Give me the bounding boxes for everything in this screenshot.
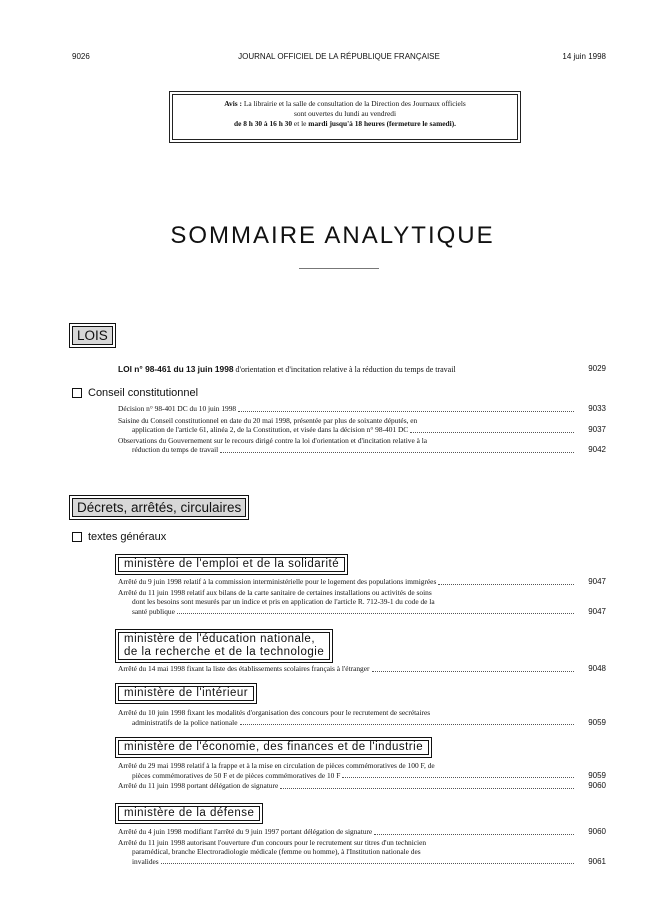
title-divider (299, 268, 379, 269)
ministry-defense: ministère de la défense (118, 806, 260, 821)
list-item[interactable] (118, 827, 606, 837)
ministry-economie: ministère de l'économie, des finances et de l'industrie (118, 740, 429, 755)
page-title: SOMMAIRE ANALYTIQUE (170, 222, 495, 249)
conseil-entries (118, 404, 606, 455)
section-lois: LOIS (72, 326, 113, 345)
list-item[interactable] (118, 404, 606, 414)
ministry-education (118, 632, 330, 660)
entry-text-line1: Saisine du Conseil constitutionnel en date du 20 mai 1998, présentée par plus de soixante députés, en (118, 415, 418, 425)
notice-label: Avis : (224, 99, 242, 108)
list-item[interactable] (118, 436, 606, 455)
entry-page: 9060 (588, 827, 606, 836)
list-item[interactable] (118, 838, 606, 867)
section-decrets: Décrets, arrêtés, circulaires (72, 498, 246, 517)
issue-date: 14 juin 1998 (562, 52, 606, 61)
checkbox-icon (72, 388, 82, 398)
list-item[interactable] (118, 664, 606, 674)
entry-page: 9048 (588, 664, 606, 673)
ministry-interieur-entries (118, 708, 606, 727)
notice-tuesday: mardi jusqu'à 18 heures (fermeture le samedi). (308, 119, 457, 128)
entry-page: 9059 (588, 717, 606, 727)
entry-text: Arrêté du 14 mai 1998 fixant la liste des établissements scolaires français à l'étranger (118, 664, 370, 673)
list-item[interactable] (118, 416, 606, 435)
loi-page: 9029 (588, 364, 606, 373)
list-item[interactable] (118, 781, 606, 791)
entry-text: santé publique (132, 606, 175, 616)
notice-hours: de 8 h 30 à 16 h 30 (233, 119, 293, 128)
entry-page: 9061 (588, 856, 606, 866)
page-number: 9026 (72, 52, 90, 61)
entry-page: 9059 (588, 770, 606, 780)
list-item[interactable] (118, 588, 606, 617)
conseil-heading (72, 387, 198, 399)
textes-generaux-label: textes généraux (88, 531, 167, 543)
opening-hours-notice (172, 94, 518, 140)
entry-text-line1: Observations du Gouvernement sur le recours dirigé contre la loi d'orientation et d'incitation relative à la (118, 435, 428, 445)
entry-text-line1: Arrêté du 11 juin 1998 autorisant l'ouverture d'un concours pour le recrutement sur titres d'un technicien (118, 837, 427, 847)
entry-text-line2: dont les besoins sont mesurés par un indice et pris en application de l'article R. 712-39-1 du code de la (132, 597, 435, 606)
entry-text-line1: Arrêté du 11 juin 1998 relatif aux bilans de la carte sanitaire de certaines installations ou activités de soins (118, 587, 432, 597)
entry-text-line1: Arrêté du 10 juin 1998 fixant les modalités d'organisation des concours pour le recrutement de secrétaires (118, 708, 431, 717)
list-item[interactable] (118, 577, 606, 587)
entry-text: invalides (132, 856, 159, 866)
ministry-emploi-entries (118, 577, 606, 616)
entry-text: application de l'article 61, alinéa 2, de la Constitution, et visée dans la décision n° 98-401 DC (132, 425, 409, 434)
conseil-heading-label: Conseil constitutionnel (88, 387, 199, 399)
ministry-emploi: ministère de l'emploi et de la solidarité (118, 557, 345, 572)
list-item[interactable] (118, 761, 606, 780)
entry-page: 9047 (588, 577, 606, 586)
entry-page: 9042 (588, 445, 606, 454)
loi-entry[interactable] (118, 364, 606, 374)
entry-text: Arrêté du 4 juin 1998 modifiant l'arrêté du 9 juin 1997 portant délégation de signature (118, 827, 373, 836)
journal-title: JOURNAL OFFICIEL DE LA RÉPUBLIQUE FRANÇAISE (238, 52, 440, 61)
notice-line1: La librairie et la salle de consultation de la Direction des Journaux officiels (243, 99, 466, 108)
entry-text: Arrêté du 11 juin 1998 portant délégation de signature (118, 781, 279, 790)
loi-reference: LOI n° 98-461 du 13 juin 1998 (118, 364, 234, 374)
loi-text: d'orientation et d'incitation relative à la réduction du temps de travail (235, 365, 456, 374)
ministry-education-line2: de la recherche et de la technologie (124, 646, 325, 658)
checkbox-icon (72, 532, 82, 542)
notice-and: et le (293, 119, 307, 128)
entry-text: Décision n° 98-401 DC du 10 juin 1998 (118, 404, 237, 413)
ministry-education-line1: ministère de l'éducation nationale, (124, 633, 316, 645)
textes-generaux-heading (72, 531, 166, 543)
ministry-education-entries (118, 664, 606, 674)
ministry-defense-entries (118, 827, 606, 866)
entry-page: 9033 (588, 404, 606, 413)
entry-text: réduction du temps de travail (132, 445, 219, 454)
entry-text-line1: Arrêté du 29 mai 1998 relatif à la frappe et à la mise en circulation de pièces commémoratives de 100 F, de (118, 761, 435, 770)
entry-text: administratifs de la police nationale (132, 717, 238, 727)
entry-text: Arrêté du 9 juin 1998 relatif à la commission interministérielle pour le logement des populations immigrées (118, 577, 437, 586)
list-item[interactable] (118, 708, 606, 727)
entry-page: 9047 (588, 606, 606, 616)
entry-page: 9037 (588, 425, 606, 434)
entry-text: pièces commémoratives de 50 F et de pièces commémoratives de 10 F (132, 770, 341, 780)
entry-text-line2: paramédical, branche Electroradiologie médicale (femme ou homme), à l'Institution nationale des (132, 847, 421, 856)
ministry-economie-entries (118, 761, 606, 791)
entry-page: 9060 (588, 781, 606, 790)
ministry-interieur: ministère de l'intérieur (118, 686, 254, 701)
notice-line2: sont ouvertes du lundi au vendredi (293, 109, 396, 118)
